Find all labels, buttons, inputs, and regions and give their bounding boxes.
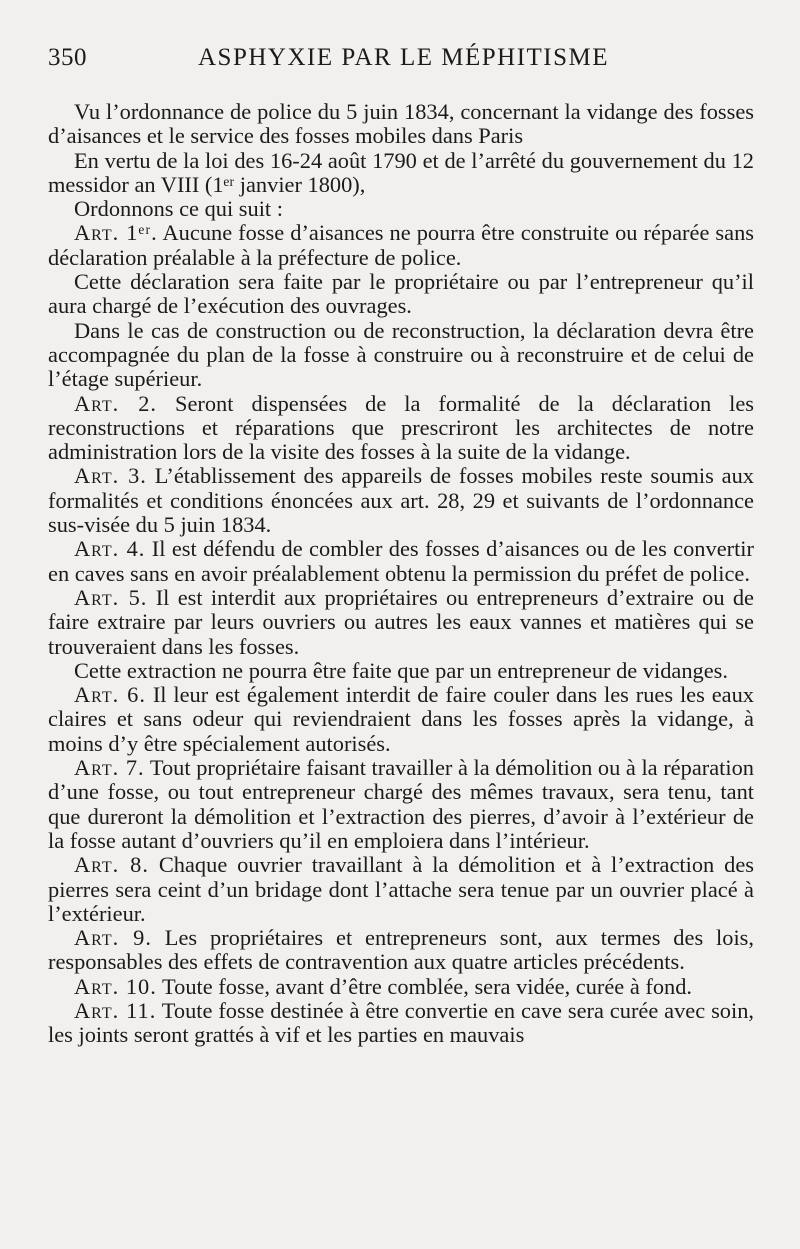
paragraph: [48, 197, 754, 221]
paragraph-text: Cette déclaration sera faite par le propriétaire ou par l’entrepreneur qu’il aura chargé de l’exécution des ouvrages.: [48, 269, 754, 319]
paragraph: [48, 221, 754, 270]
paragraph-text: Chaque ouvrier travaillant à la démolition et à l’extraction des pierres sera ceint d’un bridage dont l’attache sera tenue par un ouvrier placé à l’extérieur.: [48, 852, 754, 926]
page-number: 350: [48, 44, 87, 71]
paragraph-text: Toute fosse, avant d’être comblée, sera vidée, curée à fond.: [162, 973, 693, 999]
article-label: Art. 8.: [74, 852, 149, 878]
paragraph-text: Il est défendu de combler des fosses d’aisances ou de les convertir en caves sans en avoir préalablement obtenu la permission du préfet de police.: [48, 536, 754, 586]
paragraph: [48, 464, 754, 537]
paragraph-text: Tout propriétaire faisant travailler à la démolition ou à la réparation d’une fosse, ou tout entrepreneur chargé des mêmes travaux, sera tenu, tant que dureront la démolition et l’extraction des pierres, d’avoir à l’extérieur de la fosse autant d’ouvriers qu’il en emploiera dans l’intérieur.: [48, 755, 754, 853]
paragraph: [48, 853, 754, 926]
paragraph: [48, 659, 754, 683]
paragraph-text: L’établissement des appareils de fosses mobiles reste soumis aux formalités et conditions énoncées aux art. 28, 29 et suivants de l’ordonnance sus-visée du 5 juin 1834.: [48, 463, 754, 538]
paragraph: [48, 537, 754, 586]
running-title: ASPHYXIE PAR LE MÉPHITISME: [198, 44, 610, 71]
paragraph-text: Il leur est également interdit de faire couler dans les rues les eaux claires et sans odeur qui reviendraient dans les fosses après la vidange, à moins d’y être spécialement autorisés.: [48, 682, 754, 756]
paragraph-text: Cette extraction ne pourra être faite que par un entrepreneur de vidanges.: [74, 657, 728, 683]
article-label: Art. 9.: [74, 925, 152, 951]
paragraph-text: Vu l’ordonnance de police du 5 juin 1834, concernant la vidange des fosses d’aisances et le service des fosses mobiles dans Paris: [48, 99, 754, 149]
article-label: Art. 11.: [74, 997, 157, 1023]
paragraph: [48, 999, 754, 1048]
paragraph: [48, 319, 754, 392]
article-label: Art. 5.: [74, 584, 148, 610]
paragraph: [48, 683, 754, 756]
article-label: Art. 7.: [74, 755, 145, 781]
article-label: Art. 10.: [74, 973, 157, 999]
paragraph: [48, 270, 754, 319]
paragraph: [48, 392, 754, 465]
paragraph: [48, 756, 754, 853]
paragraph-text: Aucune fosse d’aisances ne pourra être construite ou réparée sans déclaration préalable à la préfecture de police.: [48, 220, 754, 270]
article-label: Art. 3.: [74, 463, 147, 489]
paragraph-text: Dans le cas de construction ou de reconstruction, la déclaration devra être accompagnée du plan de la fosse à construire ou à reconstruire et de celui de l’étage supérieur.: [48, 317, 754, 392]
paragraph-text: En vertu de la loi des 16-24 août 1790 et de l’arrêté du gouvernement du 12 messidor an VIII (1ᵉʳ janvier 1800),: [48, 147, 754, 197]
paragraph-text: Il est interdit aux propriétaires ou entrepreneurs d’extraire ou de faire extraire par leurs ouvriers ou autres les eaux vannes et matières qui se trouveraient dans les fosses.: [48, 584, 754, 659]
article-label: Art. 2.: [74, 390, 158, 416]
body-text: [48, 100, 754, 1048]
article-label: Art. 6.: [74, 682, 146, 708]
article-label: Art. 1ᵉʳ.: [74, 220, 158, 246]
paragraph: [48, 975, 754, 999]
paragraph-text: Ordonnons ce qui suit :: [74, 196, 283, 222]
paragraph: [48, 100, 754, 149]
article-label: Art. 4.: [74, 536, 146, 562]
paragraph: [48, 586, 754, 659]
paragraph: [48, 926, 754, 975]
paragraph: [48, 149, 754, 198]
paragraph-text: Les propriétaires et entrepreneurs sont, aux termes des lois, responsables des effets de contravention aux quatre articles précédents.: [48, 925, 754, 975]
paragraph-text: Seront dispensées de la formalité de la déclaration les reconstructions et réparations que prescriront les architectes de notre administration lors de la visite des fosses à la suite de la vidange.: [48, 390, 754, 465]
paragraph-text: Toute fosse destinée à être convertie en cave sera curée avec soin, les joints seront grattés à vif et les parties en mauvais: [48, 997, 754, 1048]
page-header: [48, 44, 754, 84]
